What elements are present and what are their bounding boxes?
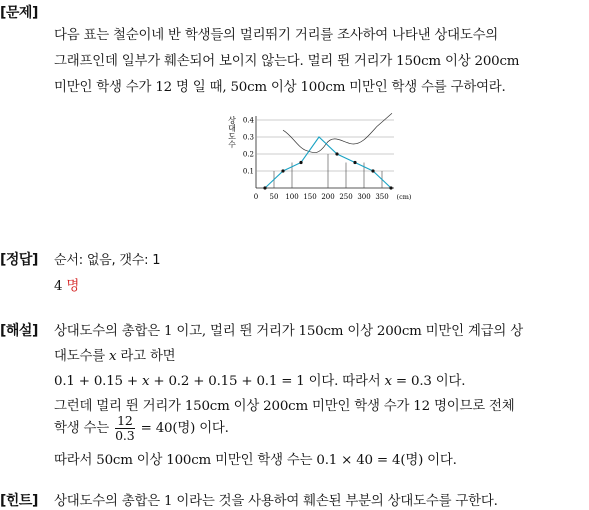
x-axis-label: (cm)	[396, 193, 412, 201]
data-point	[371, 169, 374, 172]
answer-value: 4	[54, 279, 63, 294]
data-point	[353, 161, 356, 164]
data-point	[281, 169, 284, 172]
solution-label: [해설]	[0, 323, 38, 339]
fraction-numerator: 12	[117, 413, 133, 428]
solution-line-5b: = 40(명) 이다.	[136, 421, 229, 436]
data-point	[389, 186, 392, 189]
data-point	[335, 152, 338, 155]
hint-text: 상대도수의 총합은 1 이라는 것을 사용하여 훼손된 부분의 상대도수를 구한다.	[54, 494, 498, 509]
x-tick-label: 150	[303, 193, 317, 201]
x-tick-label: 350	[375, 193, 389, 201]
relative-frequency-chart	[227, 103, 418, 208]
problem-label: [문제]	[0, 5, 38, 21]
problem-line-1: 다음 표는 철순이네 반 학생들의 멀리뛰기 거리를 조사하여 나타낸 상대도수의	[54, 28, 499, 43]
equation-part-c: = 0.3 이다.	[391, 374, 466, 389]
y-tick-label: 0.3	[242, 133, 254, 142]
chart-ylabel: 상대도수	[227, 116, 237, 148]
equation-part-a: 0.1 + 0.15 +	[54, 374, 142, 389]
solution-line-5a: 학생 수는	[54, 421, 114, 436]
hint-label: [힌트]	[0, 493, 38, 509]
answer-unit: 명	[66, 279, 80, 294]
fraction-denominator: 0.3	[115, 428, 135, 443]
y-tick-label: 0.1	[242, 167, 254, 176]
solution-equation	[54, 370, 465, 389]
problem-line-3: 미만인 학생 수가 12 명 일 때, 50cm 이상 100cm 미만인 학생 수를 구하여라.	[54, 80, 506, 95]
variable-x: x	[109, 349, 117, 364]
y-tick-label: 0.4	[242, 116, 254, 125]
data-point	[299, 161, 302, 164]
variable-x: x	[384, 374, 392, 389]
solution-line-1: 상대도수의 총합은 1 이고, 멀리 뛴 거리가 150cm 이상 200cm 미만인 계급의 상	[54, 324, 523, 339]
data-point	[263, 186, 266, 189]
equation-part-b: + 0.2 + 0.15 + 0.1 = 1 이다. 따라서	[149, 374, 385, 389]
solution-line-6: 따라서 50cm 이상 100cm 미만인 학생 수는 0.1 × 40 = 4(명) 이다.	[54, 453, 457, 468]
problem-line-2: 그래프인데 일부가 훼손되어 보이지 않는다. 멀리 뛴 거리가 150cm 이상 200cm	[54, 54, 520, 69]
answer-value-line	[54, 275, 79, 294]
solution-line-2	[54, 345, 175, 364]
answer-order-text: 순서: 없음, 갯수: 1	[54, 253, 161, 268]
fraction	[115, 414, 135, 443]
solution-line-2a: 대도수를	[54, 349, 109, 364]
x-tick-label: 300	[357, 193, 371, 201]
x-tick-label: 200	[321, 193, 335, 201]
solution-line-4: 그런데 멀리 뛴 거리가 150cm 이상 200cm 미만인 학생 수가 12 명이므로 전체	[54, 399, 515, 414]
solution-line-5	[54, 414, 229, 443]
answer-label: [정답]	[0, 252, 38, 268]
x-tick-label: 0	[253, 193, 259, 201]
x-tick-label: 250	[339, 193, 353, 201]
x-tick-label: 100	[285, 193, 299, 201]
solution-line-2b: 라고 하면	[116, 349, 176, 364]
torn-edge	[283, 113, 392, 152]
y-tick-label: 0.2	[242, 150, 254, 159]
x-tick-label: 50	[269, 193, 279, 201]
variable-x: x	[141, 374, 150, 389]
